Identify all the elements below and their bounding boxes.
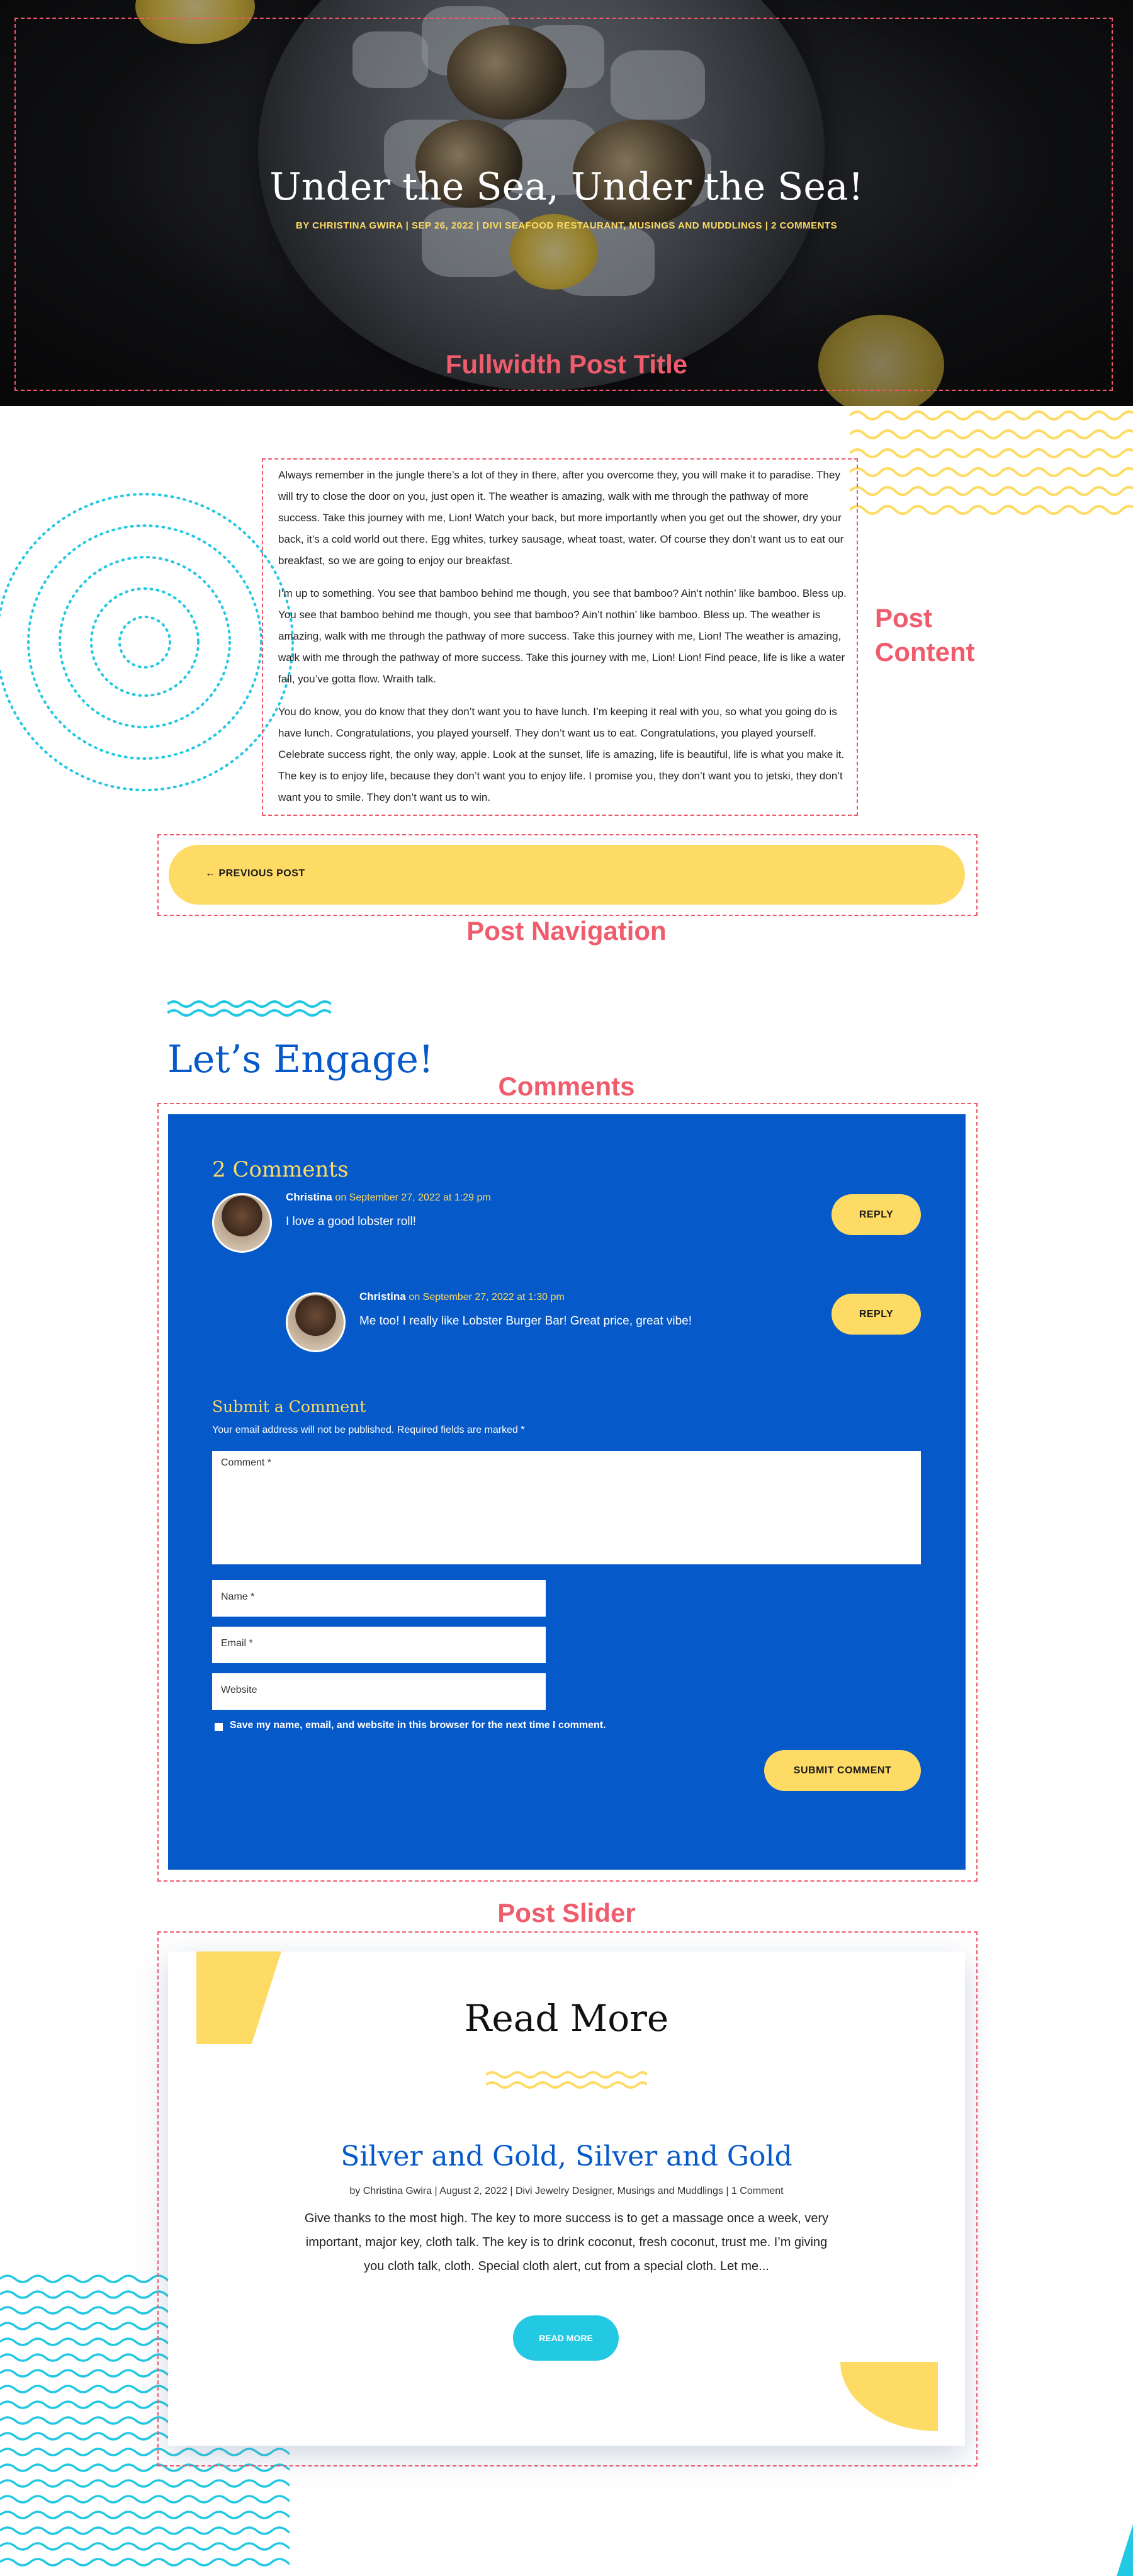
comment-text: I love a good lobster roll! [286, 1215, 417, 1228]
comment-meta [359, 1291, 565, 1303]
section-label-post-content [875, 601, 975, 669]
comments-count-heading: 2 Comments [212, 1157, 349, 1182]
comment-author[interactable]: Christina [286, 1191, 332, 1203]
comment-text: Me too! I really like Lobster Burger Bar! Great price, great vibe! [359, 1314, 692, 1328]
website-field[interactable]: Website [212, 1673, 546, 1710]
section-label-post-slider: Post Slider [497, 1898, 636, 1928]
comment-date[interactable]: on September 27, 2022 at 1:30 pm [409, 1292, 565, 1302]
post-content [278, 465, 851, 820]
avatar [212, 1193, 272, 1253]
post-title: Under the Sea, Under the Sea! [269, 165, 864, 209]
section-label-comments: Comments [498, 1071, 635, 1101]
post-paragraph: You do know, you do know that they don’t want you to have lunch. I’m keeping it real with you, so what you going do is have lunch. Congratulations, you played yourself. They don’t want us to eat. Congratulations, you played yourself. Celebrate success right, the only way, apple. Look at the sunset, life is amazing, life is beautiful, life is what you make it. The key is to enjoy life, because they don’t want you to enjoy life. I promise you, they don’t want you to jetski, they don’t want you to smile. They don’t want us to win. [278, 706, 845, 803]
submit-comment-button[interactable]: SUBMIT COMMENT [764, 1750, 921, 1791]
section-label-fullwidth-post-title: Fullwidth Post Title [445, 349, 688, 379]
comments-section [168, 1114, 966, 1870]
post-paragraph: Always remember in the jungle there’s a lot of they in there, after you overcome they, you will make it to paradise. They will try to close the door on you, just open it. The weather is amazing, walk with me through the pathway of more success. Take this journey with me, Lion! Watch your back, but more importantly when you get out the shower, dry your back, it’s a cold world out there. Egg whites, turkey sausage, wheat toast, water. Of course they don’t want us to eat our breakfast, so we are going to enjoy our breakfast. [278, 469, 844, 567]
post-slider-card [168, 1952, 965, 2446]
slide-post-meta: by Christina Gwira | August 2, 2022 | Divi Jewelry Designer, Musings and Muddlings | 1 Comment [349, 2186, 784, 2196]
avatar [286, 1292, 346, 1352]
comment-notice: Your email address will not be published. Required fields are marked * [212, 1425, 525, 1435]
reply-button[interactable]: REPLY [831, 1194, 921, 1235]
comment-author[interactable]: Christina [359, 1291, 406, 1302]
previous-post-label: ← PREVIOUS POST [205, 868, 305, 879]
slide-excerpt: Give thanks to the most high. The key to more success is to get a massage once a week, very important, major key, cloth talk. The key is to drink coconut, fresh coconut, trust me. I’m giving you cloth talk, cloth. Special cloth alert, cut from a special cloth. Let me... [304, 2212, 829, 2273]
comment-textarea[interactable]: Comment * [212, 1451, 921, 1564]
section-label-post-navigation: Post Navigation [466, 916, 667, 946]
comment-meta [286, 1191, 491, 1204]
previous-post-link[interactable] [169, 845, 965, 905]
cyan-corner-decoration [1117, 2524, 1133, 2576]
consent-checkbox[interactable] [215, 1723, 223, 1731]
submit-comment-heading: Submit a Comment [212, 1398, 366, 1416]
email-field[interactable]: Email * [212, 1627, 546, 1663]
post-meta: BY CHRISTINA GWIRA | SEP 26, 2022 | DIVI SEAFOOD RESTAURANT, MUSINGS AND MUDDLINGS | 2 COMMENTS [295, 220, 838, 231]
consent-label: Save my name, email, and website in this browser for the next time I comment. [230, 1720, 606, 1731]
hero-section [0, 0, 1133, 406]
post-paragraph: I’m up to something. You see that bamboo behind me though, you see that bamboo? Ain’t nothin’ like bamboo. Bless up. You see that bamboo behind me though, you see that bamboo? Ain’t nothin’ like bamboo. Bless up. The weather is amazing, walk with me through the pathway of more success. Take this journey with me, Lion! The weather is amazing, walk with me through the pathway of more success. Take this journey with me, Lion! Lion! Find peace, life is like a water fall, you’ve gotta flow. Wraith talk. [278, 587, 847, 685]
comment-date[interactable]: on September 27, 2022 at 1:29 pm [335, 1192, 491, 1203]
read-more-heading: Read More [464, 1997, 669, 2040]
read-more-button[interactable]: READ MORE [513, 2315, 619, 2361]
reply-button[interactable]: REPLY [831, 1294, 921, 1335]
section-label-line: Post [875, 603, 933, 633]
wave-pattern-decoration [850, 406, 1133, 532]
yellow-quarter-circle-decoration [840, 2362, 938, 2431]
slide-post-title[interactable]: Silver and Gold, Silver and Gold [341, 2140, 792, 2172]
wave-divider-icon [167, 999, 331, 1018]
wave-divider-icon [486, 2070, 647, 2090]
engage-heading: Let’s Engage! [167, 1037, 434, 1082]
section-label-line: Content [875, 637, 975, 667]
name-field[interactable]: Name * [212, 1580, 546, 1617]
dotted-circles-decoration [0, 491, 302, 806]
